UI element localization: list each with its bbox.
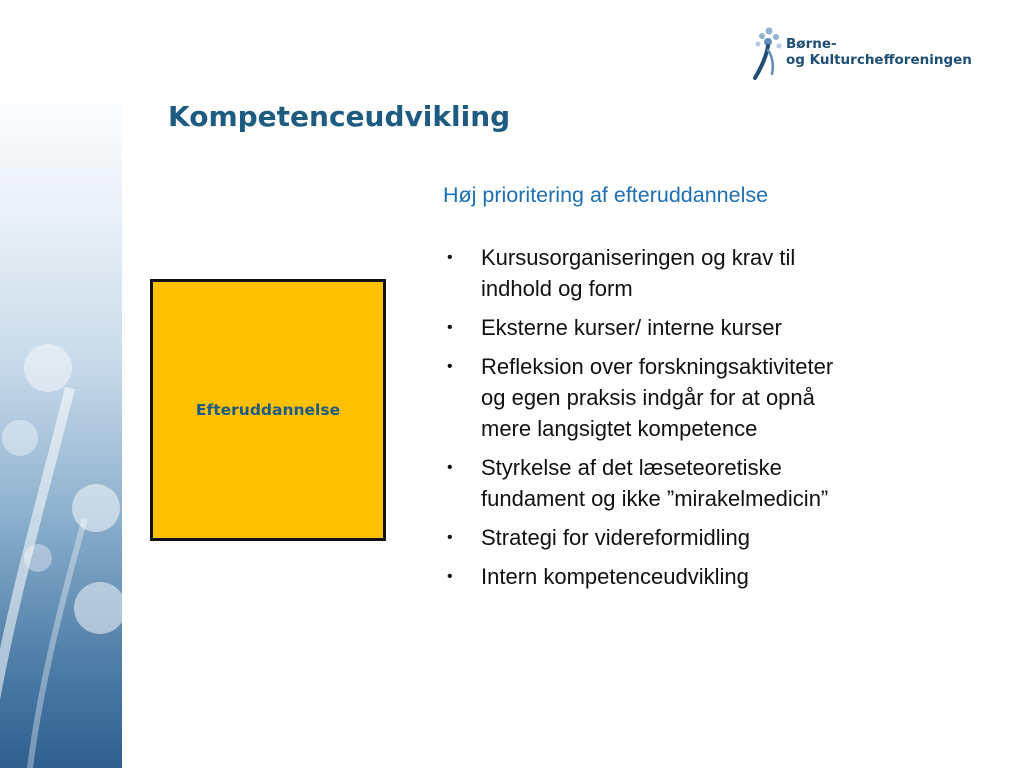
bullet-item <box>443 312 963 343</box>
bullet-text: Intern kompetenceudvikling <box>481 564 749 589</box>
bullet-item <box>443 522 963 553</box>
logo-line-2: og Kulturchefforeningen <box>786 52 972 68</box>
bullet-dot-icon: • <box>447 568 453 585</box>
bullet-dot-icon: • <box>447 249 453 266</box>
bullet-text: Kursusorganiseringen og krav til indhold og form <box>481 245 796 301</box>
organization-logo <box>752 26 972 82</box>
bullet-item <box>443 242 963 304</box>
bullet-dot-icon: • <box>447 459 453 476</box>
logo-text <box>786 36 972 68</box>
bullet-dot-icon: • <box>447 529 453 546</box>
bullet-text: Eksterne kurser/ interne kurser <box>481 315 782 340</box>
bullet-text: Strategi for videreformidling <box>481 525 751 550</box>
logo-line-1: Børne- <box>786 36 837 52</box>
bullet-text: Styrkelse af det læseteoretiske fundament og ikke ”mirakelmedicin” <box>481 455 829 511</box>
bullet-list <box>443 242 963 592</box>
bullet-text: Refleksion over forskningsaktiviteter og egen praksis indgår for at opnå mere langsigtet kompetence <box>481 354 834 441</box>
slide-subtitle: Høj prioritering af efteruddannelse <box>443 183 769 207</box>
bullet-item <box>443 452 963 514</box>
bubble-pattern-icon <box>0 88 122 768</box>
bullet-item <box>443 561 963 592</box>
bullet-dot-icon: • <box>447 319 453 336</box>
side-decoration-band <box>0 88 122 768</box>
slide-title: Kompetenceudvikling <box>168 100 511 133</box>
content-column <box>443 183 963 600</box>
efteruddannelse-box <box>150 279 386 541</box>
bullet-dot-icon: • <box>447 358 453 375</box>
box-label: Efteruddannelse <box>195 401 341 419</box>
bullet-item <box>443 351 963 444</box>
